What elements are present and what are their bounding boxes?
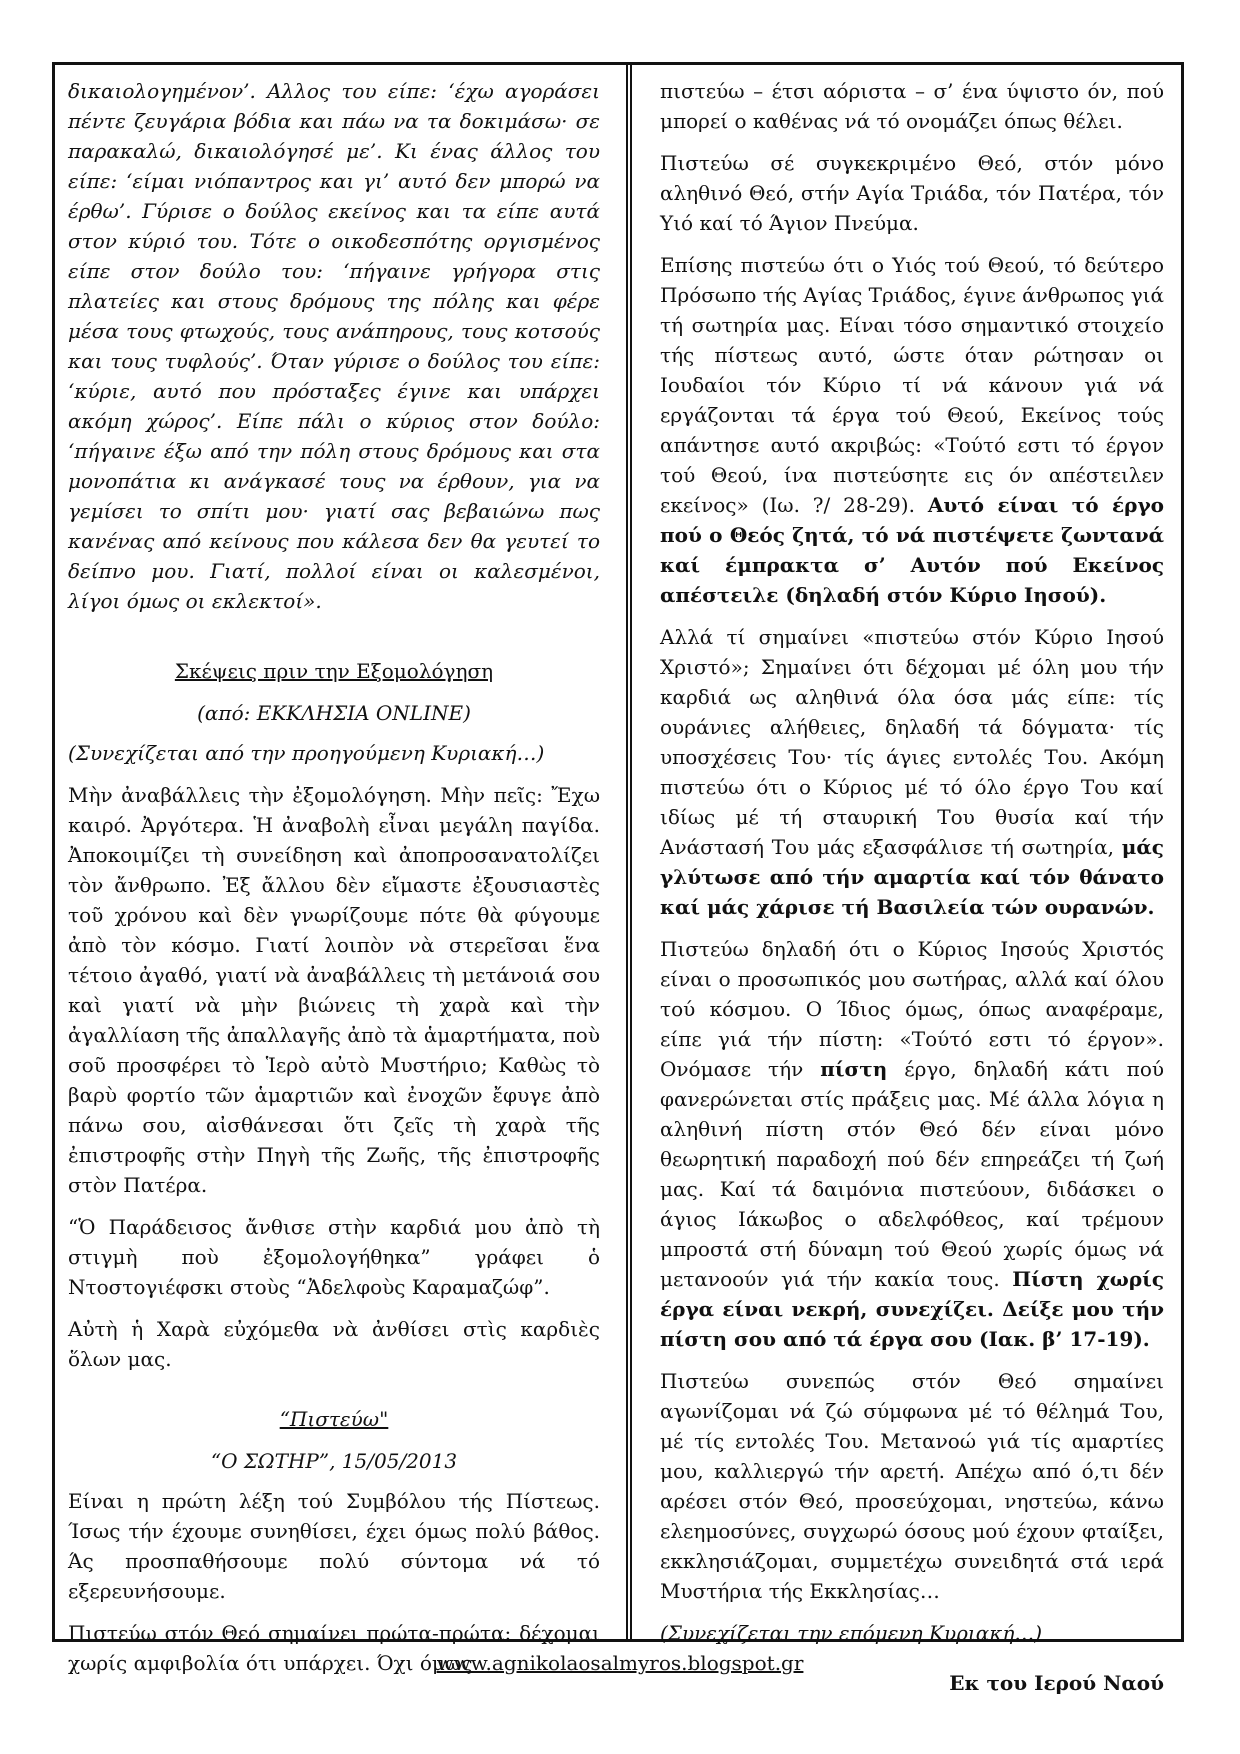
continued-next-note: (Συνεχίζεται την επόμενη Κυριακή…)	[660, 1621, 1043, 1645]
continued-note: (Συνεχίζεται από την προηγούμενη Κυριακή…)	[68, 741, 545, 765]
credo-paragraph-6: Αλλά τί σημαίνει «πιστεύω στόν Κύριο Ιησού Χριστό»; Σημαίνει ότι δέχομαι μέ όλη μου τήν καρδιά ως αληθινά όλα όσα μάς είπε: τίς ουράνιες αλήθειες, δηλαδή τά δόγματα· τίς υποσχέσεις Του· τίς άγιες εντολές Του. Ακόμη πιστεύω ότι ο Κύριος μέ τό όλο έργο Του καί ιδίως μέ τή σταυρική Του θυσία καί τήν Ανάστασή Του μάς εξασφάλισε τή σωτηρία, μάς γλύτωσε από τήν αμαρτία καί τόν θάνατο καί μάς χάρισε τή Βασιλεία τών ουρανών.	[660, 625, 1164, 919]
parable-continuation: δικαιολογημένον’. Αλλος του είπε: ‘έχω αγοράσει πέντε ζευγάρια βόδια και πάω να τα δοκιμάσω· σε παρακαλώ, δικαιολόγησέ με’. Κι ένας άλλος του είπε: ‘είμαι νιόπαντρος και γι’ αυτό δεν μπορώ να έρθω’. Γύρισε ο δούλος εκείνος και τα είπε αυτά στον κύριό του. Τότε ο οικοδεσπότης οργισμένος είπε στον δούλο του: ‘πήγαινε γρήγορα στις πλατείες και στους δρόμους της πόλης και φέρε μέσα τους φτωχούς, τους ανάπηρους, τους κοτσούς και τους τυφλούς’. Όταν γύρισε ο δούλος του είπε: ‘κύριε, αυτό που πρόσταξες έγινε και υπάρχει ακόμη χώρος’. Είπε πάλι ο κύριος στον δούλο: ‘πήγαινε έξω από την πόλη στους δρόμους και στα μονοπάτια κι ανάγκασέ τους να έρθουν, για να γεμίσει το σπίτι μου· γιατί σας βεβαιώνω πως κανένας από κείνους που κάλεσα δεν θα γευτεί το δείπνο μου. Γιατί, πολλοί είναι οι καλεσμένοι, λίγοι όμως οι εκλεκτοί».	[68, 79, 600, 613]
credo-paragraph-2: Πιστεύω στόν Θεό σημαίνει πρώτα-πρώτα: δέχομαι χωρίς αμφιβολία ότι υπάρχει. Όχι όμως	[68, 1621, 600, 1675]
bold-emphasis: μάς γλύτωσε από τήν αμαρτία καί τόν θάνατο καί μάς χάρισε τή Βασιλεία τών ουρανών.	[660, 835, 1164, 919]
credo-paragraph-8: Πιστεύω συνεπώς στόν Θεό σημαίνει αγωνίζομαι νά ζώ σύμφωνα μέ τό θέλημά Του, μέ τίς εντολές Του. Μετανοώ γιά τίς αμαρτίες μου, καλλιεργώ τήν αρετή. Απέχω από ό,τι δέν αρέσει στόν Θεό, προσεύχομαι, νηστεύω, κάνω ελεημοσύνες, συγχωρώ όσους μού έχουν φταίξει, εκκλησιάζομαι, συμμετέχω συνειδητά στά ιερά Μυστήρια τής Εκκλησίας…	[660, 1369, 1164, 1603]
bold-emphasis: Αυτό είναι τό έργο πού ο Θεός ζητά, τό νά πιστέψετε ζωντανά καί έμπρακτα σ’ Αυτόν πού Εκείνος απέστειλε (δηλαδή στόν Κύριο Ιησού).	[660, 493, 1165, 607]
credo-paragraph-4: Πιστεύω σέ συγκεκριμένο Θεό, στόν μόνο αληθινό Θεό, στήν Αγία Τριάδα, τόν Πατέρα, τόν Υιό καί τό Άγιον Πνεύμα.	[660, 151, 1164, 235]
section-source-credo: “Ο ΣΩΤΗΡ”, 15/05/2013	[210, 1449, 458, 1473]
credo-paragraph-3: πιστεύω – έτσι αόριστα – σ’ ένα ύψιστο όν, πού μπορεί ο καθένας νά τό ονομάζει όπως θέλει.	[660, 79, 1164, 133]
credo-paragraph-1: Είναι η πρώτη λέξη τού Συμβόλου τής Πίστεως. Ίσως τήν έχουμε συνηθίσει, έχει όμως πολύ βάθος. Άς προσπαθήσουμε πολύ σύντομα νά τό εξερευνήσουμε.	[68, 1489, 600, 1603]
footer-url[interactable]: www.agnikolaosalmyros.blogspot.gr	[436, 1651, 804, 1675]
confession-paragraph: Μὴν ἀναβάλλεις τὴν ἐξομολόγηση. Μὴν πεῖς: Ἔχω καιρό. Ἀργότερα. Ἡ ἀναβολὴ εἶναι μεγάλη παγίδα. Ἀποκοιμίζει τὴ συνείδηση καὶ ἀποπροσανατολίζει τὸν ἄνθρωπο. Ἐξ ἄλλου δὲν εἴμαστε ἐξουσιαστὲς τοῦ χρόνου καὶ δὲν γνωρίζουμε πότε θὰ φύγουμε ἀπὸ τὸν κόσμο. Γιατί λοιπὸν νὰ στερεῖσαι ἕνα τέτοιο ἀγαθό, γιατί νὰ ἀναβάλλεις τὴ μετάνοιά σου καὶ γιατί νὰ μὴν βιώνεις τὴ χαρὰ καὶ τὴν ἀγαλλίαση τῆς ἀπαλλαγῆς ἀπὸ τὰ ἁμαρτήματα, ποὺ σοῦ προσφέρει τὸ Ἱερὸ αὐτὸ Μυστήριο; Καθὼς τὸ βαρὺ φορτίο τῶν ἁμαρτιῶν καὶ ἐνοχῶν ἔφυγε ἀπὸ πάνω σου, αἰσθάνεσαι ὅτι ζεῖς τὴ χαρὰ τῆς ἐπιστροφῆς στὴν Πηγὴ τῆς Ζωῆς, τῆς ἐπιστροφῆς στὸν Πατέρα.	[68, 783, 600, 1197]
signature: Εκ του Ιερού Ναού	[949, 1671, 1164, 1695]
closing-wish: Αὐτὴ ἡ Χαρὰ εὐχόμεθα νὰ ἀνθίσει στὶς καρδιὲς ὅλων μας.	[68, 1317, 600, 1371]
section-source-confession: (από: ΕΚΚΛΗΣΙΑ ONLINE)	[197, 701, 471, 725]
credo-paragraph-7: Πιστεύω δηλαδή ότι ο Κύριος Ιησούς Χριστός είναι ο προσωπικός μου σωτήρας, αλλά καί όλου τού κόσμου. Ο Ίδιος όμως, όπως αναφέραμε, είπε γιά τήν πίστη: «Τούτό εστι τό έργον». Ονόμασε τήν πίστη έργο, δηλαδή κάτι πού φανερώνεται στίς πράξεις μας. Μέ άλλα λόγια η αληθινή πίστη στόν Θεό δέν είναι μόνο θεωρητική παραδοχή πού δέν επηρεάζει τή ζωή μας. Καί τά δαιμόνια πιστεύουν, διδάσκει ο άγιος Ιάκωβος ο αδελφόθεος, καί τρέμουν μπροστά στή δύναμη τού Θεού χωρίς όμως νά μετανοούν γιά τήν κακία τους. Πίστη χωρίς έργα είναι νεκρή, συνεχίζει. Δείξε μου τήν πίστη σου από τά έργα σου (Ιακ. β’ 17-19).	[660, 937, 1165, 1351]
section-title-credo: “Πιστεύω"	[279, 1407, 389, 1431]
left-column	[68, 76, 600, 1690]
right-column	[660, 76, 1164, 1710]
section-title-confession: Σκέψεις πριν την Εξομολόγηση	[174, 659, 494, 683]
bold-emphasis: πίστη	[820, 1057, 888, 1081]
dostoevsky-quote: “Ὁ Παράδεισος ἄνθισε στὴν καρδιά μου ἀπὸ τὴ στιγμὴ ποὺ ἐξομολογήθηκα” γράφει ὁ Ντοστογιέφσκι στοὺς “Ἀδελφοὺς Καραμαζώφ”.	[68, 1215, 600, 1299]
bold-emphasis: Πίστη χωρίς έργα είναι νεκρή, συνεχίζει. Δείξε μου τήν πίστη σου από τά έργα σου (Ιακ. β’ 17-19).	[660, 1267, 1164, 1351]
column-divider	[626, 62, 632, 1642]
credo-paragraph-5: Επίσης πιστεύω ότι ο Υιός τού Θεού, τό δεύτερο Πρόσωπο τής Αγίας Τριάδος, έγινε άνθρωπος γιά τή σωτηρία μας. Είναι τόσο σημαντικό στοιχείο τής πίστεως αυτό, ώστε όταν ρώτησαν οι Ιουδαίοι τόν Κύριο τί νά κάνουν γιά νά εργάζονται τά έργα τού Θεού, Εκείνος τούς απάντησε αυτό ακριβώς: «Τούτό εστι τό έργον τού Θεού, ίνα πιστεύσητε εις όν απέστειλεν εκείνος» (Ιω. ?/ 28-29). Αυτό είναι τό έργο πού ο Θεός ζητά, τό νά πιστέψετε ζωντανά καί έμπρακτα σ’ Αυτόν πού Εκείνος απέστειλε (δηλαδή στόν Κύριο Ιησού).	[660, 253, 1165, 607]
